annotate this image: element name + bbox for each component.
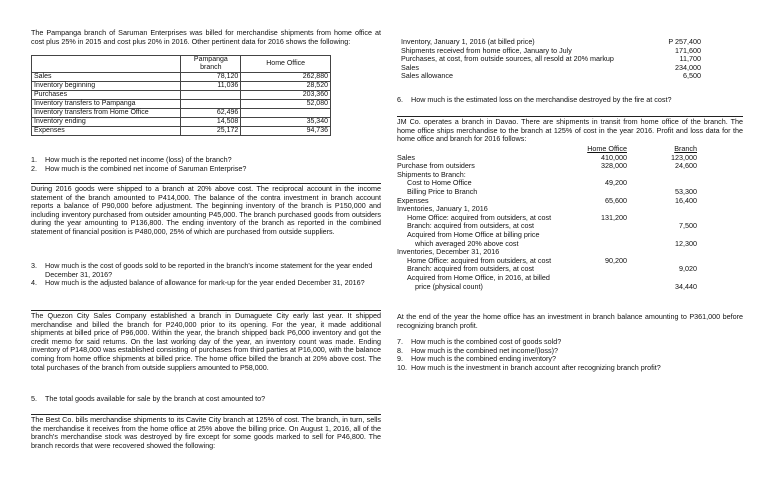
row-label: price (physical count) — [415, 281, 483, 291]
row-label: Purchase from outsiders — [397, 161, 475, 171]
home-office-value — [577, 222, 627, 231]
question-item — [397, 364, 743, 373]
table-row — [397, 188, 697, 197]
table-cell: 52,080 — [241, 100, 331, 109]
question-item — [31, 262, 381, 279]
row-label: Cost to Home Office — [407, 178, 472, 188]
problem-3-text: The Quezon City Sales Company established a branch in Dumaguete City early last year. It shipped merchandise and billed the branch for P240,000 prior to its opening. For the year, it made additional shipments at billed price of P96,000. Within the year, the branch shipped back P6,000 inventory and got the credit memo for said returns. On the last working day of the year, an inventory count was made. Ending inventory of P148,000 was established consisting of purchases from third parties at P16,000, with the balance coming from home office shipments at billed price. The home office billed the branch at 20% above cost. The total purchases of the branch from outside suppliers amounted to P58,000. — [31, 311, 381, 372]
home-office-value: 131,200 — [601, 212, 627, 222]
branch-value: 16,400 — [675, 195, 697, 205]
home-office-value — [577, 283, 627, 292]
question-text: How much is the combined net income of Saruman Enterprise? — [45, 163, 247, 173]
table-cell: Inventory beginning — [32, 82, 181, 91]
table-cell — [241, 109, 331, 118]
table-cell: 262,880 — [241, 73, 331, 82]
table-header-row — [397, 145, 697, 154]
table-cell: 25,172 — [181, 127, 241, 136]
question-text: How much is the combined cost of goods sold? — [411, 337, 562, 346]
table-cell: Purchases — [32, 91, 181, 100]
table-cell: Inventory transfers to Pampanga — [32, 100, 181, 109]
list-item — [401, 72, 701, 81]
question-number: 4. — [31, 278, 37, 288]
row-label: Sales — [397, 152, 415, 162]
table-header-cell: Home Office — [241, 56, 331, 73]
item-label: Purchases, at cost, from outside sources, all resold at 20% markup — [401, 54, 614, 64]
table-cell: 62,496 — [181, 109, 241, 118]
row-label: Inventories, January 1, 2016 — [397, 204, 488, 214]
item-label: Sales allowance — [401, 71, 453, 81]
table-row — [32, 118, 331, 127]
home-office-value: 410,000 — [601, 152, 627, 162]
item-label: Shipments received from home office, January to July — [401, 45, 572, 55]
problem-2-questions — [31, 262, 381, 288]
question-text: How much is the reported net income (loss) of the branch? — [45, 155, 232, 164]
column-header-home-office: Home Office — [587, 144, 627, 153]
table-row — [32, 91, 331, 100]
row-label: Branch: acquired from outsiders, at cost — [407, 221, 535, 231]
question-text: How much is the adjusted balance of allowance for mark-up for the year ended December 31, 2016? — [45, 278, 365, 288]
item-label: Inventory, January 1, 2016 (at billed price) — [401, 37, 535, 46]
item-value: 6,500 — [683, 71, 701, 81]
row-label: Shipments to Branch: — [397, 169, 466, 179]
branch-value: 53,300 — [675, 186, 697, 196]
question-number: 2. — [31, 163, 37, 173]
home-office-value: 328,000 — [601, 161, 627, 171]
home-office-value: 65,600 — [605, 195, 627, 205]
row-label: Home Office: acquired from outsiders, at cost — [407, 255, 552, 265]
table-cell: 14,508 — [181, 118, 241, 127]
branch-value — [627, 171, 697, 180]
table-cell: 94,736 — [241, 127, 331, 136]
row-label: Billing Price to Branch — [407, 186, 478, 196]
table-cell: Inventory transfers from Home Office — [32, 109, 181, 118]
branch-value: 123,000 — [671, 152, 697, 162]
table-row — [397, 283, 697, 292]
question-number: 3. — [31, 261, 37, 270]
problem-jm-questions — [397, 338, 743, 372]
branch-value: 9,020 — [679, 264, 697, 274]
table-cell: Expenses — [32, 127, 181, 136]
home-office-value — [577, 231, 627, 240]
table-cell — [181, 91, 241, 100]
table-cell: 203,360 — [241, 91, 331, 100]
question-text: How much is the estimated loss on the merchandise destroyed by the fire at cost? — [411, 95, 672, 104]
row-label: Acquired from Home Office at billing price — [407, 229, 540, 239]
question-number: 1. — [31, 155, 37, 164]
problem-1-table — [31, 55, 331, 136]
table-cell: 35,340 — [241, 118, 331, 127]
branch-value: 24,600 — [675, 161, 697, 171]
table-cell: Sales — [32, 73, 181, 82]
question-number: 7. — [397, 337, 403, 346]
question-number: 6. — [397, 95, 403, 104]
row-label: Home Office: acquired from outsiders, at cost — [407, 212, 552, 222]
jm-profit-loss-table — [397, 145, 697, 291]
branch-value: 34,440 — [675, 281, 697, 291]
question-text: The total goods available for sale by the branch at cost amounted to? — [45, 394, 266, 403]
problem-4-text: The Best Co. bills merchandise shipments to its Cavite City branch at 125% of cost. The branch, in turn, sells the merchandise it receives from the home office at 25% above the billing price. On August 1, 2016, all of the branch's merchandise stock was destroyed by fire except for some goods marked to sell for P46,800. The branch records that were recovered showed the following: — [31, 415, 381, 450]
branch-value — [627, 205, 697, 214]
branch-value: 7,500 — [679, 221, 697, 231]
table-cell: 28,520 — [241, 82, 331, 91]
table-header-row — [32, 56, 331, 73]
problem-1-intro: The Pampanga branch of Saruman Enterprises was billed for merchandise shipments from home office at cost plus 25% in 2015 and cost plus 20% in 2016. Other pertinent data for 2016 shows the following: — [31, 28, 381, 46]
home-office-value — [577, 240, 627, 249]
problem-3-questions — [31, 395, 381, 404]
question-number: 5. — [31, 394, 37, 403]
item-label: Sales — [401, 62, 419, 72]
problem-2-text: During 2016 goods were shipped to a branch at 20% above cost. The reciprocal account in the income statement of the branch amounted to P414,000. The balance of the contra investment in branch account reports a balance of P90,000 before adjustment. The beginning inventory of the branch is P150,000 and including inventory purchased from outsider amounting P45,000. The branch purchased goods from outsiders during the year amounting to P136,800. The ending inventory of the branch as reported in the combined statement of financial position is P480,000, 25% of which are purchased from outside suppliers. — [31, 184, 381, 236]
question-number: 8. — [397, 345, 403, 355]
table-row — [32, 73, 331, 82]
table-cell — [181, 100, 241, 109]
question-item — [397, 96, 743, 105]
row-label: Branch: acquired from outsiders, at cost — [407, 264, 535, 274]
list-item — [401, 55, 701, 64]
problem-jm-after: At the end of the year the home office has an investment in branch balance amounting to P361,000 before recognizing branch profit. — [397, 312, 743, 330]
question-item — [31, 395, 381, 404]
row-label: Expenses — [397, 195, 429, 205]
question-text: How much is the investment in branch account after recognizing branch profit? — [411, 362, 661, 372]
question-text: How much is the cost of goods sold to be reported in the branch's income statement for the year ended December 31, 2016? — [45, 261, 373, 279]
table-row — [32, 109, 331, 118]
question-number: 9. — [397, 354, 403, 364]
row-label: which averaged 20% above cost — [415, 238, 519, 248]
table-header-cell — [32, 56, 181, 73]
question-item — [31, 279, 381, 288]
home-office-value: 49,200 — [605, 178, 627, 188]
problem-jm-text: JM Co. operates a branch in Davao. There are shipments in transit from home office of the branch. The home office ships merchandise to the branch at 125% of cost in the year 2016. Profit and loss data for the home office and branch for 2016 follows: — [397, 117, 743, 144]
row-label: Inventories, December 31, 2016 — [397, 247, 500, 257]
question-text: How much is the combined net income/(loss)? — [411, 345, 559, 355]
item-value: 171,600 — [675, 45, 701, 55]
question-number: 10. — [397, 362, 407, 372]
table-cell: 78,120 — [181, 73, 241, 82]
table-row — [32, 100, 331, 109]
table-header-cell: Pampanga branch — [181, 56, 241, 73]
question-item — [31, 165, 381, 174]
problem-1-questions — [31, 156, 381, 173]
item-value: 11,700 — [679, 54, 701, 64]
table-cell: 11,036 — [181, 82, 241, 91]
fire-loss-data — [401, 38, 701, 81]
question-text: How much is the combined ending inventory? — [411, 354, 557, 364]
table-row — [32, 127, 331, 136]
branch-value — [627, 248, 697, 257]
branch-value: 12,300 — [675, 238, 697, 248]
table-cell: Inventory ending — [32, 118, 181, 127]
item-value: P 257,400 — [668, 37, 701, 46]
home-office-value: 90,200 — [605, 255, 627, 265]
column-header-branch: Branch — [674, 144, 697, 153]
home-office-value — [577, 265, 627, 274]
table-row — [32, 82, 331, 91]
home-office-value — [577, 274, 627, 283]
item-value: 234,000 — [675, 62, 701, 72]
row-label: Acquired from Home Office, in 2016, at billed — [407, 272, 550, 282]
